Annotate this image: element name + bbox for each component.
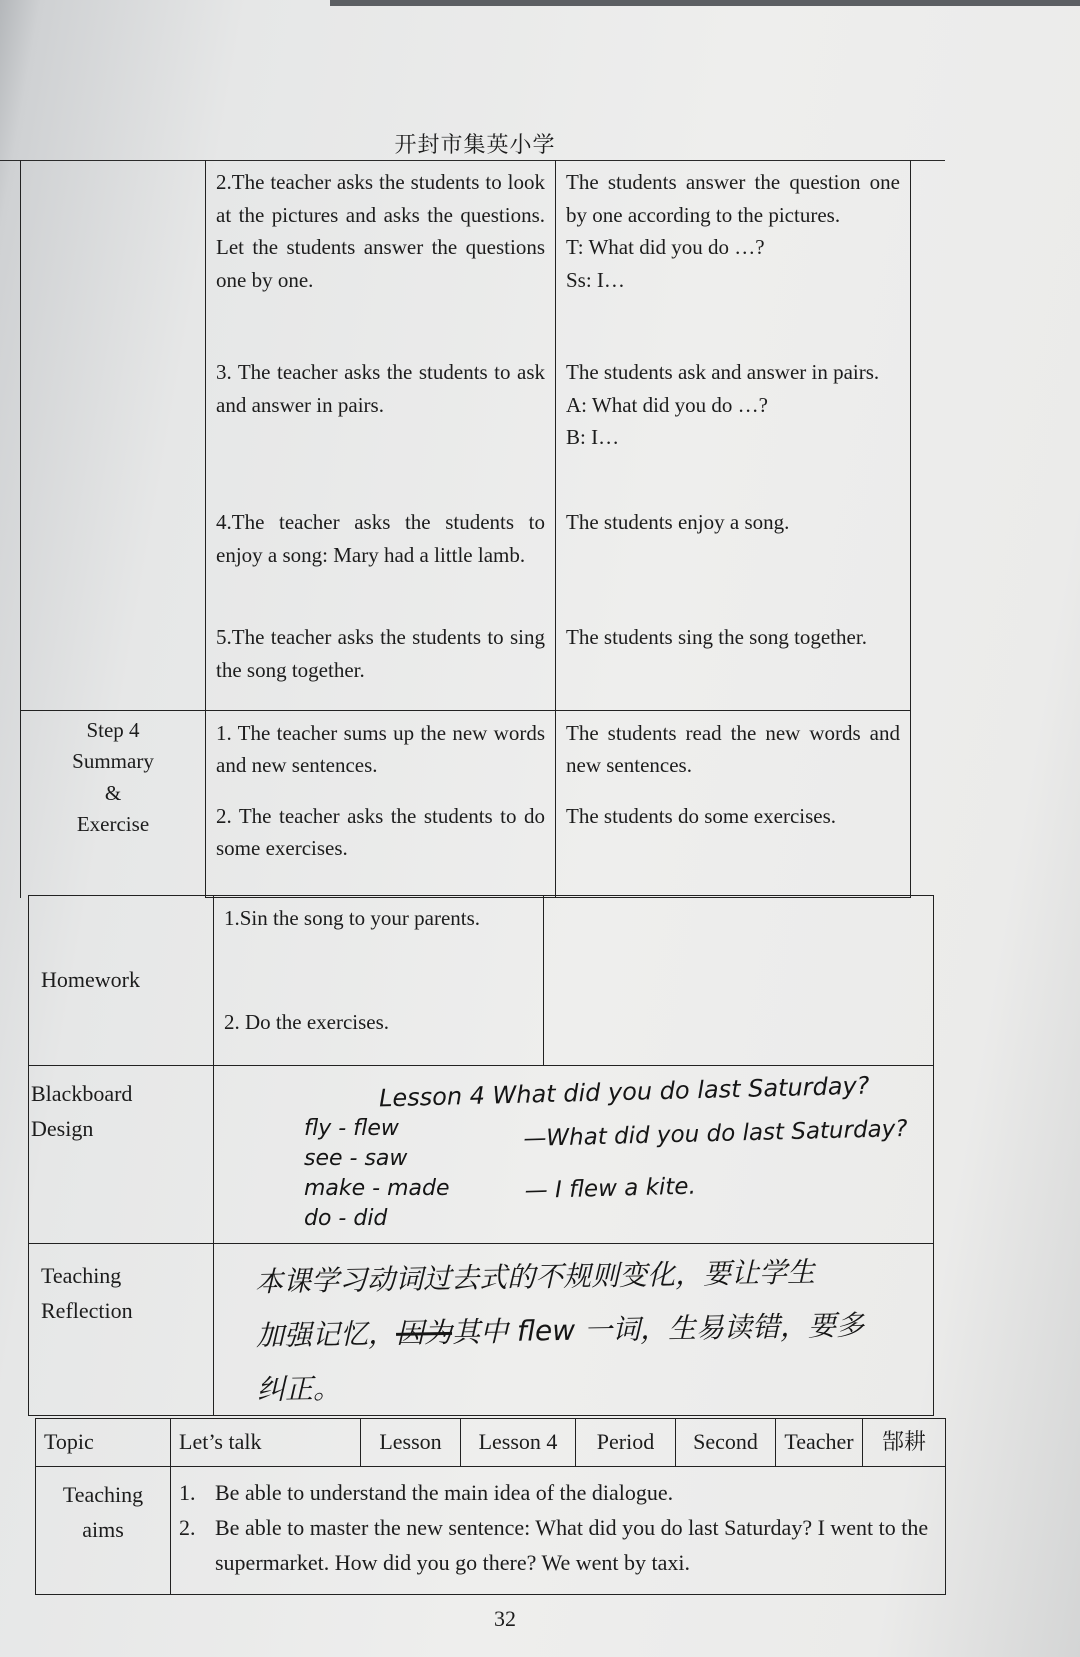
student-activity: The students enjoy a song. — [556, 500, 911, 615]
procedure-row — [21, 160, 911, 350]
reflection-label — [29, 1244, 214, 1416]
blackboard-row — [29, 1066, 934, 1244]
reflection-label-line: Reflection — [41, 1298, 133, 1324]
homework-item: 1.Sin the song to your parents. — [224, 906, 481, 930]
period-label: Period — [576, 1419, 676, 1467]
step4-label-line: Exercise — [76, 812, 150, 836]
step4-label — [21, 710, 206, 898]
board-verb-list — [304, 1114, 450, 1234]
board-dialogue-line: —What did you do last Saturday? — [523, 1115, 908, 1153]
teacher-label: Teacher — [776, 1419, 863, 1467]
student-activity — [556, 350, 911, 500]
student-activity: The students read the new words and new sentences. — [556, 710, 911, 788]
step4-row — [21, 710, 911, 788]
step4-label-line: & — [104, 780, 122, 805]
aims-label-line: aims — [82, 1517, 124, 1543]
teacher-name: 郜耕 — [863, 1419, 946, 1467]
reflection-line: 纠正。 — [256, 1371, 342, 1407]
topic-label: Topic — [36, 1419, 171, 1467]
board-title: Lesson 4 What did you do last Saturday? — [378, 1071, 870, 1113]
reflection-line — [256, 1299, 865, 1364]
board-dialogue — [523, 1103, 910, 1217]
board-verb: fly - flew — [304, 1116, 399, 1141]
page-number: 32 — [494, 1606, 516, 1631]
homework-label: Homework — [29, 896, 214, 1066]
step4-label-line: Step 4 — [86, 717, 140, 742]
period-value: Second — [676, 1419, 776, 1467]
student-activity: The students do some exercises. — [556, 788, 911, 898]
reflection-fragment: 加强记忆， — [255, 1316, 397, 1353]
teaching-aims-row — [36, 1467, 946, 1595]
teacher-activity: 2. The teacher asks the students to do some exercises. — [206, 788, 556, 898]
crossed-out-word: 因为 — [395, 1315, 453, 1350]
reflection-text — [255, 1245, 866, 1418]
teacher-activity: 2.The teacher asks the students to look at the pictures and asks the questions. Let the students answer the questions one by one. — [206, 160, 556, 350]
teaching-aims-label — [36, 1467, 171, 1595]
aim-number: 1. — [179, 1480, 196, 1505]
lesson-label: Lesson — [361, 1419, 461, 1467]
procedure-table — [20, 160, 911, 898]
dialogue-line: Ss: I… — [566, 267, 625, 292]
topic-value: Let’s talk — [171, 1419, 361, 1467]
homework-items — [214, 896, 544, 1066]
aim-item — [179, 1510, 937, 1580]
board-verb: make - made — [304, 1176, 450, 1201]
step-label-cell-empty — [21, 160, 206, 710]
blackboard-label-line: Design — [31, 1116, 94, 1142]
photo-top-edge — [330, 0, 1080, 6]
dialogue-line: B: I… — [566, 425, 620, 450]
step4-label-line: Summary — [72, 749, 154, 773]
teaching-reflection — [214, 1244, 934, 1416]
homework-board-table — [28, 895, 934, 1416]
school-header: 开封市集英小学 — [394, 132, 556, 157]
reflection-fragment: 其中 flew 一词，生易读错，要多 — [451, 1308, 865, 1349]
blackboard-label-line: Blackboard — [31, 1081, 133, 1106]
aim-number: 2. — [179, 1515, 196, 1541]
student-activity-text: The students answer the question one by one according to the pictures. — [566, 170, 900, 227]
lesson-info-table — [35, 1418, 946, 1595]
student-activity — [556, 160, 911, 350]
student-activity-text: The students ask and answer in pairs. — [566, 360, 880, 384]
reflection-label-line: Teaching — [41, 1263, 122, 1288]
lesson-value: Lesson 4 — [461, 1419, 576, 1467]
teacher-activity: 1. The teacher sums up the new words and new sentences. — [206, 710, 556, 788]
reflection-line: 本课学习动词过去式的不规则变化，要让学生 — [254, 1255, 816, 1299]
aims-label-line: Teaching — [62, 1482, 144, 1507]
dialogue-line: A: What did you do …? — [566, 392, 769, 417]
homework-row — [29, 896, 934, 1066]
aim-item — [179, 1475, 937, 1510]
lesson-info-row — [36, 1419, 946, 1467]
board-dialogue-line: — I flew a kite. — [524, 1173, 697, 1205]
board-verb: do - did — [304, 1206, 388, 1231]
dialogue-line: T: What did you do …? — [566, 235, 765, 260]
homework-item: 2. Do the exercises. — [224, 1010, 390, 1035]
teacher-activity: 5.The teacher asks the students to sing the song together. — [206, 615, 556, 710]
student-activity: The students sing the song together. — [556, 615, 911, 710]
board-verb: see - saw — [304, 1146, 408, 1171]
homework-empty-cell — [544, 896, 934, 1066]
teaching-aims-list — [171, 1467, 946, 1595]
aim-text: Be able to understand the main idea of the dialogue. — [215, 1480, 674, 1505]
aim-text: Be able to master the new sentence: What did you do last Saturday? I went to the supermarket. How did you go there? We went by taxi. — [215, 1515, 929, 1576]
teacher-activity: 4.The teacher asks the students to enjoy a song: Mary had a little lamb. — [206, 500, 556, 615]
reflection-row — [29, 1244, 934, 1416]
blackboard-design — [214, 1066, 934, 1244]
blackboard-label — [29, 1066, 214, 1244]
teacher-activity: 3. The teacher asks the students to ask and answer in pairs. — [206, 350, 556, 500]
